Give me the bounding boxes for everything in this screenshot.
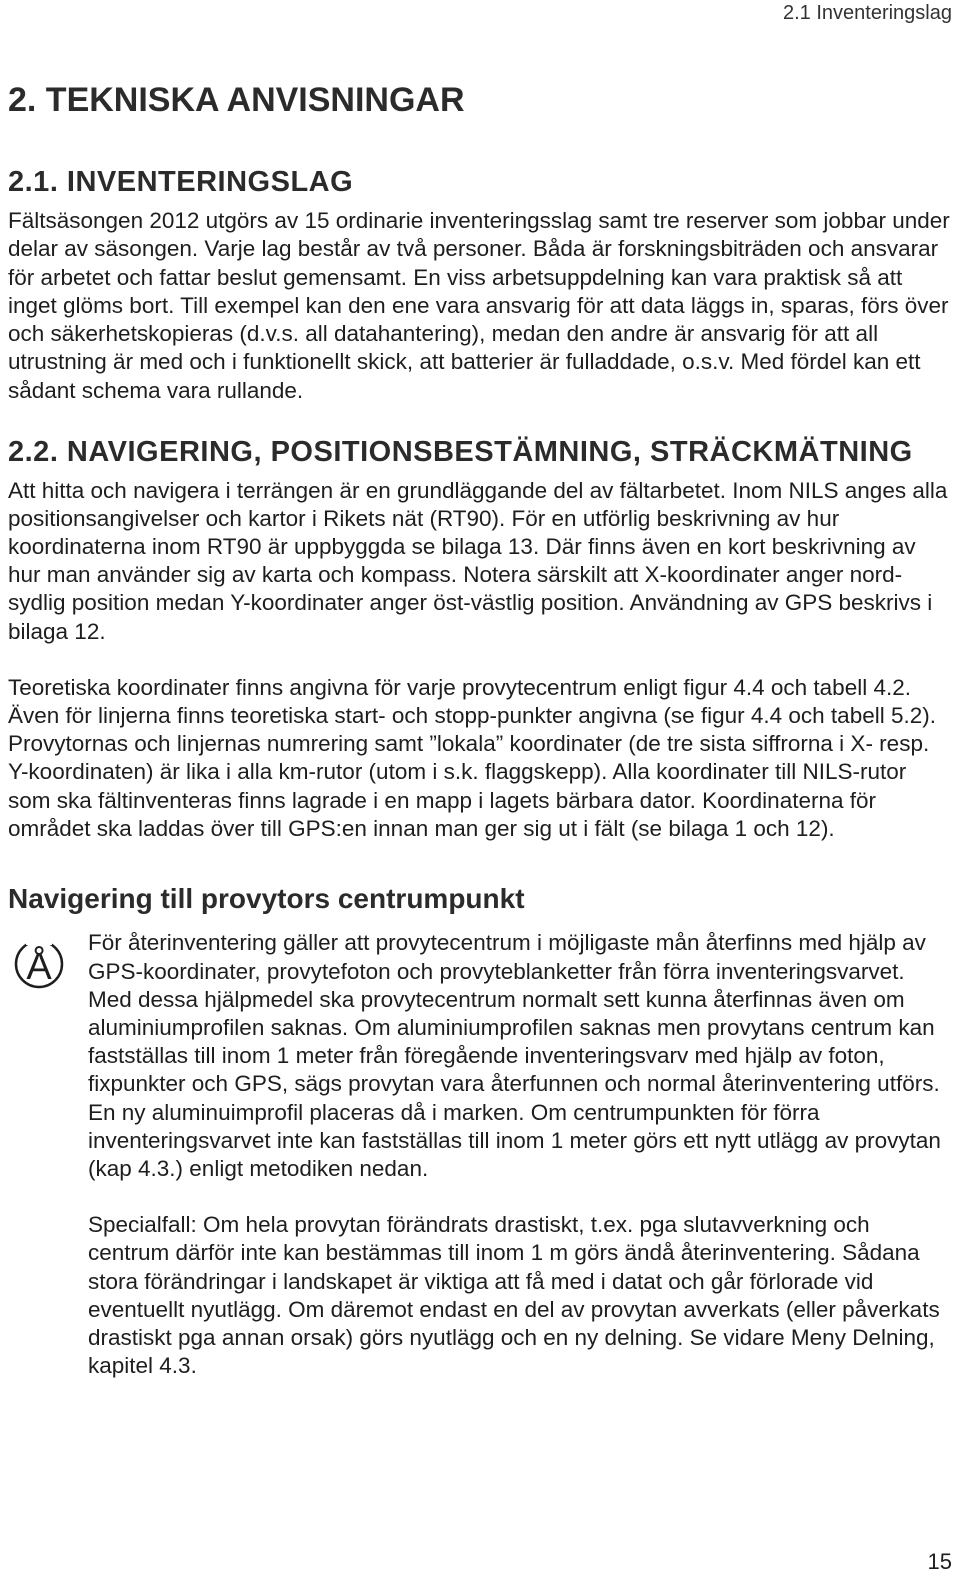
page-number: 15 [927, 1549, 952, 1574]
section-1-paragraph: Fältsäsongen 2012 utgörs av 15 ordinarie inventeringsslag samt tre reserver som jobbar under delar av säsongen. Varje lag består av två personer. Båda är forskningsbiträden och ansvarar för arbetet och fattar beslut gemensamt. En viss arbetsuppdelning kan vara praktisk så att inget glöms bort. Till exempel kan den ene vara ansvarig för att data läggs in, sparas, förs över och säkerhetskopieras (d.v.s. all datahantering), medan den andre är ansvarig för att all utrustning är med och i funktionellt skick, att batterier är fulladdade, o.s.v. Med fördel kan ett sådant schema vara rullande. [8, 208, 950, 403]
subsection-paragraph-2: Specialfall: Om hela provytan förändrats drastiskt, t.ex. pga slutavverkning och centrum därför inte kan bestämmas till inom 1 m görs ändå återinventering. Sådana stora förändringar i landskapet är viktiga att få med i datat och går förlorade vid eventuellt nyutlägg. Om däremot endast en del av provytan avverkats (eller påverkats drastiskt pga annan orsak) görs nyutlägg och en ny delning. Se vidare Meny Delning, kapitel 4.3. [88, 1212, 940, 1379]
section-2-paragraph-2: Teoretiska koordinater finns angivna för varje provytecentrum enligt figur 4.4 och tabell 4.2. Även för linjerna finns teoretiska start- och stopp-punkter angivna (se figur 4.4 och tabell 5.2). Provytornas och linjernas numrering samt ”lokala” koordinater (de tre sista siffrorna i X- resp. Y-koordinaten) är lika i alla km-rutor (utom i s.k. flaggskepp). Alla koordinater till NILS-rutor som ska fältinventeras finns lagrade i en mapp i lagets bärbara dator. Koordinaterna för området ska laddas över till GPS:en innan man ger sig ut i fält (se bilaga 1 och 12). [8, 674, 936, 841]
running-header: 2.1 Inventeringslag [782, 2, 952, 24]
reinventory-icon-letter: Å [26, 946, 52, 989]
section-2-paragraph-1: Att hitta och navigera i terrängen är en grundläggande del av fältarbetet. Inom NILS anges alla positionsangivelser och kartor i Rikets nät (RT90). För en utförlig beskrivning av hur koordinaterna inom RT90 är uppbyggda se bilaga 13. Där finns även en kort beskrivning av hur man använder sig av karta och kompass. Notera särskilt att X-koordinater anger nord-sydlig position medan Y-koordinater anger öst-västlig position. Användning av GPS beskrivs i bilaga 12. [8, 477, 948, 644]
section-heading-navigering: 2.2. NAVIGERING, POSITIONSBESTÄMNING, STRÄCKMÄTNING [8, 435, 913, 468]
page-content [8, 82, 952, 1380]
section-heading-inventeringslag: 2.1. INVENTERINGSLAG [8, 166, 354, 199]
reinventory-block [8, 929, 952, 1380]
reinventory-icon [12, 935, 66, 989]
subsection-paragraph-1: För återinventering gäller att provytecentrum i möjligaste mån återfinns med hjälp av GPS-koordinater, provytefoton och provyteblanketter från förra inventeringsvarvet. Med dessa hjälpmedel ska provytecentrum normalt sett kunna återfinnas även om aluminiumprofilen saknas. Om aluminiumprofilen saknas men provytans centrum kan fastställas till inom 1 meter från föregående inventeringsvarv med hjälp av foton, fixpunkter och GPS, sägs provytan vara återfunnen och normal återinventering utförs. En ny aluminuimprofil placeras då i marken. Om centrumpunkten för förra inventeringsvarvet inte kan fastställas till inom 1 meter görs ett nytt utlägg av provytan (kap 4.3.) enligt metodiken nedan. [88, 930, 941, 1182]
subsection-heading: Navigering till provytors centrumpunkt [8, 883, 525, 915]
chapter-title: 2. TEKNISKA ANVISNINGAR [8, 81, 465, 119]
